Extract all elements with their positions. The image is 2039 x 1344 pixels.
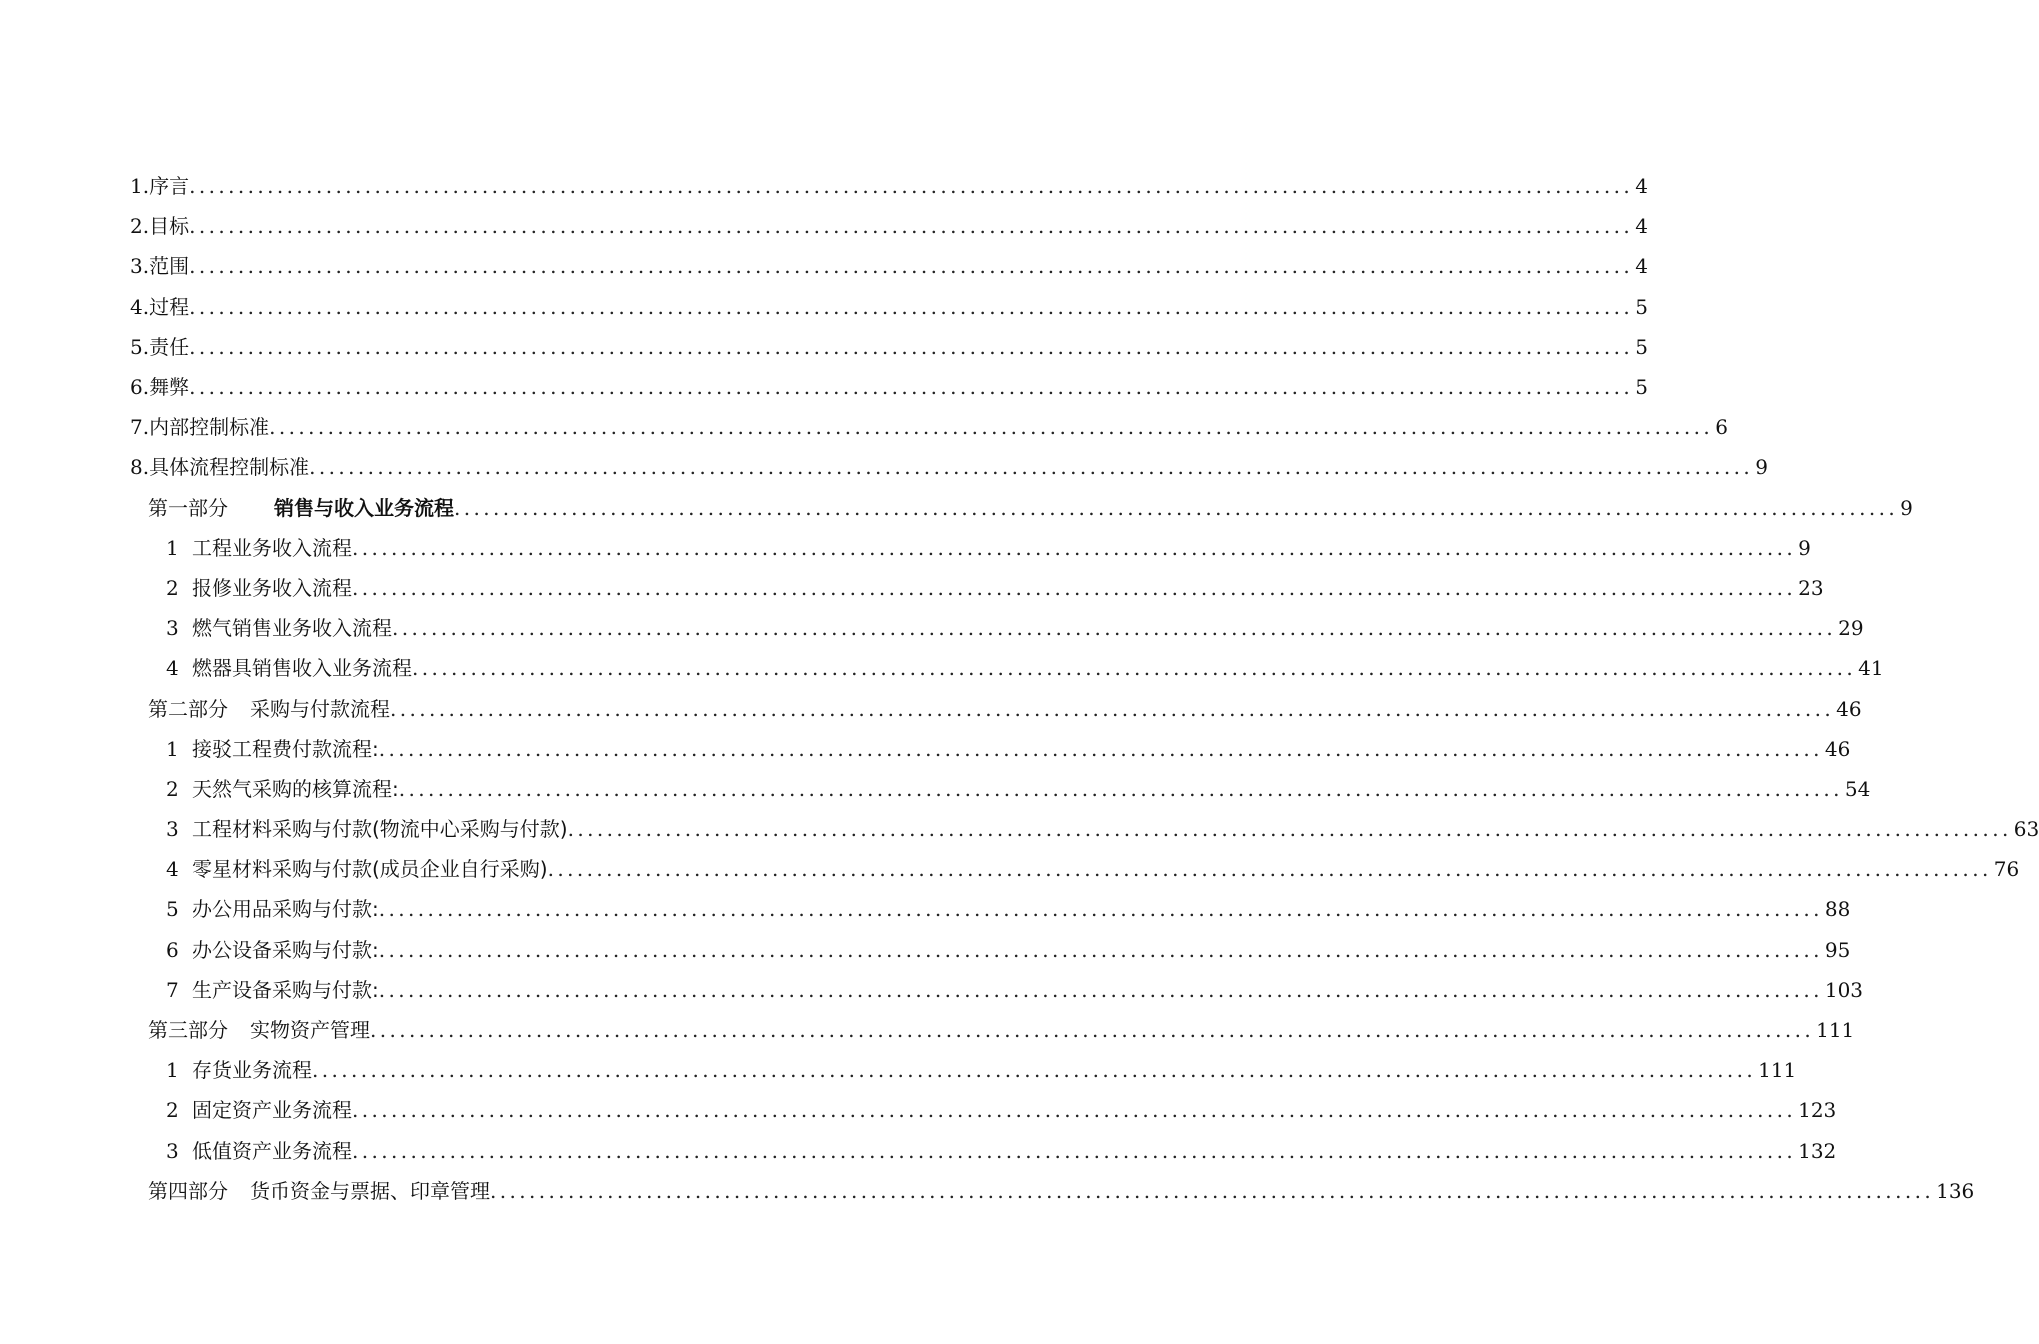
toc-entry-title: 存货业务流程 (192, 1058, 312, 1083)
toc-entry-title: 燃器具销售收入业务流程 (192, 656, 412, 681)
toc-entry-title: 接驳工程费付款流程: (192, 736, 379, 761)
toc-entry-responsibility[interactable] (0, 327, 1648, 367)
toc-page-number: 4 (1635, 174, 1648, 199)
toc-entry-office-equipment[interactable] (0, 930, 1851, 970)
toc-dot-leader: .................................................................................................................................................... (392, 616, 1837, 641)
toc-dot-leader: .................................................................................................................................................... (189, 254, 1634, 279)
toc-entry-fraud[interactable] (0, 367, 1648, 407)
toc-entry-number: 3. (130, 254, 150, 279)
toc-entry-process-control-standards[interactable] (0, 447, 1768, 487)
toc-part-label: 第一部分 (148, 495, 228, 520)
toc-entry-title: 过程 (149, 294, 190, 319)
toc-page-number: 5 (1635, 294, 1648, 319)
toc-dot-leader: .................................................................................................................................................... (378, 937, 1823, 962)
toc-dot-leader: .................................................................................................................................................... (352, 1138, 1797, 1163)
toc-page-number: 4 (1635, 254, 1648, 279)
toc-entry-number: 3 (166, 616, 179, 641)
toc-entry-title: 办公用品采购与付款: (192, 897, 379, 922)
toc-entry-preface[interactable] (0, 166, 1648, 206)
table-of-contents (0, 166, 2039, 1211)
toc-entry-title: 舞弊 (149, 375, 190, 400)
toc-page-number: 9 (1798, 535, 1811, 560)
toc-entry-number: 5 (166, 897, 179, 922)
toc-page-number: 76 (1993, 857, 2020, 882)
toc-entry-number: 4. (130, 294, 150, 319)
toc-entry-inventory[interactable] (0, 1050, 1797, 1090)
toc-page-number: 136 (1936, 1178, 1975, 1203)
toc-page-number: 123 (1798, 1098, 1837, 1123)
toc-entry-title: 具体流程控制标准 (149, 455, 310, 480)
toc-dot-leader: .................................................................................................................................................... (398, 776, 1843, 801)
toc-dot-leader: .................................................................................................................................................... (269, 415, 1714, 440)
toc-dot-leader: .................................................................................................................................................... (490, 1178, 1935, 1203)
toc-entry-connection-fee-payment[interactable] (0, 729, 1851, 769)
toc-entry-fixed-assets[interactable] (0, 1090, 1837, 1130)
toc-entry-title: 报修业务收入流程 (192, 575, 352, 600)
toc-page-number: 9 (1755, 455, 1768, 480)
toc-entry-number: 2 (166, 1098, 179, 1123)
toc-entry-repair-revenue[interactable] (0, 568, 1824, 608)
toc-entry-number: 3 (166, 817, 179, 842)
toc-entry-number: 2 (166, 776, 179, 801)
toc-entry-process[interactable] (0, 287, 1648, 327)
toc-page-number: 5 (1635, 375, 1648, 400)
toc-entry-number: 1 (166, 736, 179, 761)
toc-dot-leader: .................................................................................................................................................... (370, 1018, 1815, 1043)
toc-page-number: 63 (2013, 817, 2039, 842)
toc-entry-number: 5. (130, 334, 150, 359)
toc-page-number: 23 (1798, 575, 1824, 600)
toc-entry-gas-sales-revenue[interactable] (0, 608, 1864, 648)
toc-entry-title: 责任 (149, 334, 190, 359)
toc-dot-leader: .................................................................................................................................................... (309, 455, 1754, 480)
toc-dot-leader: .................................................................................................................................................... (352, 575, 1797, 600)
toc-dot-leader: .................................................................................................................................................... (454, 495, 1899, 520)
toc-dot-leader: .................................................................................................................................................... (189, 334, 1634, 359)
toc-entry-title: 办公设备采购与付款: (192, 937, 379, 962)
toc-dot-leader: .................................................................................................................................................... (412, 656, 1857, 681)
toc-entry-number: 1. (130, 174, 150, 199)
toc-entry-number: 2. (130, 214, 150, 239)
toc-entry-number: 1 (166, 1058, 179, 1083)
toc-entry-objectives[interactable] (0, 206, 1648, 246)
toc-part-cash-notes-seals[interactable] (0, 1171, 1975, 1211)
toc-entry-engineering-revenue[interactable] (0, 528, 1811, 568)
toc-page-number: 111 (1758, 1058, 1797, 1083)
toc-dot-leader: .................................................................................................................................................... (378, 977, 1823, 1002)
toc-dot-leader: .................................................................................................................................................... (378, 897, 1823, 922)
toc-page-number: 4 (1635, 214, 1648, 239)
toc-dot-leader: .................................................................................................................................................... (567, 817, 2012, 842)
toc-part-label: 第三部分 (148, 1018, 228, 1043)
toc-dot-leader: .................................................................................................................................................... (189, 214, 1634, 239)
toc-entry-title: 货币资金与票据、印章管理 (250, 1178, 490, 1203)
toc-page-number: 9 (1900, 495, 1913, 520)
toc-entry-low-value-assets[interactable] (0, 1131, 1837, 1171)
toc-entry-internal-control-standards[interactable] (0, 407, 1728, 447)
toc-dot-leader: .................................................................................................................................................... (547, 857, 1992, 882)
toc-entry-title: 天然气采购的核算流程: (192, 776, 399, 801)
toc-entry-number: 3 (166, 1138, 179, 1163)
toc-page-number: 103 (1824, 977, 1864, 1002)
toc-entry-number: 7 (166, 977, 179, 1002)
toc-entry-appliance-sales-revenue[interactable] (0, 648, 1884, 688)
toc-entry-title: 目标 (149, 214, 190, 239)
toc-part-label: 第二部分 (148, 696, 228, 721)
toc-dot-leader: .................................................................................................................................................... (189, 375, 1634, 400)
toc-page-number: 5 (1635, 334, 1648, 359)
toc-page-number: 46 (1824, 736, 1851, 761)
toc-part-physical-assets[interactable] (0, 1010, 1855, 1050)
toc-entry-natural-gas-procurement[interactable] (0, 769, 1871, 809)
toc-page-number: 29 (1838, 616, 1864, 641)
toc-page-number: 88 (1824, 897, 1851, 922)
toc-entry-title: 内部控制标准 (149, 415, 270, 440)
toc-page-number: 46 (1836, 696, 1862, 721)
toc-page-number: 6 (1715, 415, 1728, 440)
toc-entry-title: 序言 (149, 174, 190, 199)
toc-entry-number: 1 (166, 535, 179, 560)
toc-dot-leader: .................................................................................................................................................... (189, 174, 1634, 199)
toc-entry-title: 范围 (149, 254, 190, 279)
toc-page-number: 111 (1816, 1018, 1855, 1043)
toc-entry-production-equipment[interactable] (0, 970, 1864, 1010)
toc-entry-number: 6 (166, 937, 179, 962)
toc-page-number: 54 (1844, 776, 1871, 801)
toc-dot-leader: .................................................................................................................................................... (312, 1058, 1757, 1083)
toc-dot-leader: .................................................................................................................................................... (352, 535, 1797, 560)
toc-page-number: 95 (1824, 937, 1851, 962)
toc-entry-title: 固定资产业务流程 (192, 1098, 352, 1123)
toc-entry-title: 工程材料采购与付款(物流中心采购与付款) (192, 817, 568, 842)
toc-dot-leader: .................................................................................................................................................... (378, 736, 1823, 761)
toc-part-sales-revenue[interactable] (0, 488, 1913, 528)
toc-page-number: 132 (1798, 1138, 1837, 1163)
toc-entry-number: 7. (130, 415, 150, 440)
toc-entry-number: 8. (130, 455, 150, 480)
toc-entry-title: 燃气销售业务收入流程 (192, 616, 392, 641)
toc-entry-number: 4 (166, 857, 179, 882)
toc-entry-number: 4 (166, 656, 179, 681)
toc-entry-title: 销售与收入业务流程 (274, 495, 454, 520)
toc-entry-title: 工程业务收入流程 (192, 535, 352, 560)
toc-entry-number: 2 (166, 575, 179, 600)
toc-entry-title: 零星材料采购与付款(成员企业自行采购) (192, 857, 548, 882)
toc-entry-office-supplies[interactable] (0, 889, 1851, 929)
toc-entry-engineering-materials[interactable] (0, 809, 2039, 849)
toc-entry-title: 低值资产业务流程 (192, 1138, 352, 1163)
toc-entry-title: 生产设备采购与付款: (192, 977, 379, 1002)
toc-entry-title: 采购与付款流程 (250, 696, 390, 721)
toc-dot-leader: .................................................................................................................................................... (390, 696, 1835, 721)
toc-entry-number: 6. (130, 375, 150, 400)
toc-entry-scope[interactable] (0, 246, 1648, 286)
toc-entry-title: 实物资产管理 (250, 1018, 370, 1043)
toc-page-number: 41 (1858, 656, 1884, 681)
toc-entry-sporadic-materials[interactable] (0, 849, 2020, 889)
toc-dot-leader: .................................................................................................................................................... (189, 294, 1634, 319)
toc-dot-leader: .................................................................................................................................................... (352, 1098, 1797, 1123)
toc-part-label: 第四部分 (148, 1178, 228, 1203)
toc-part-procurement-payment[interactable] (0, 688, 1862, 728)
